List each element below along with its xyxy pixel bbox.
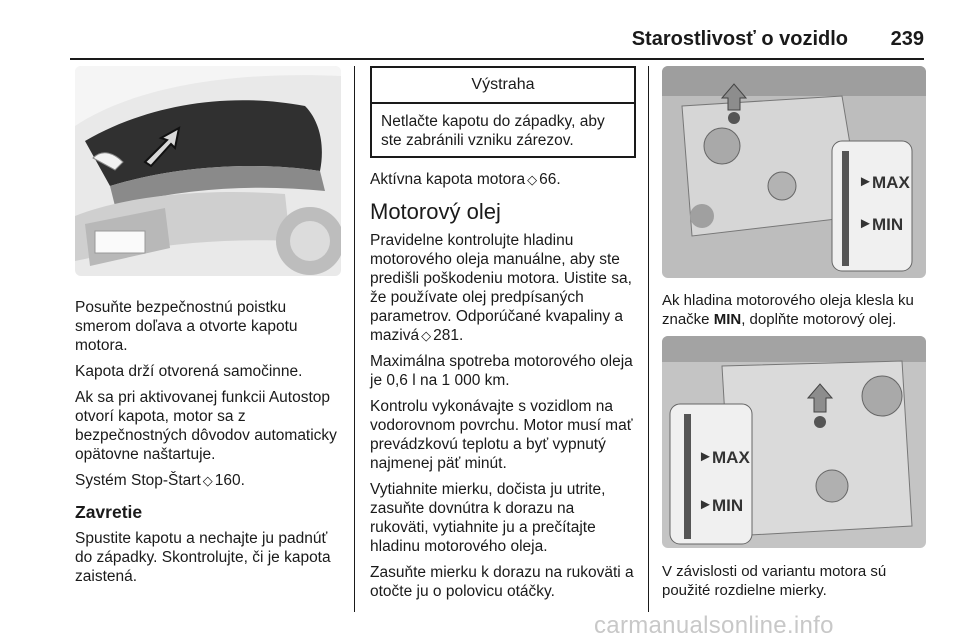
figure-caption bbox=[662, 291, 926, 329]
engine-dipstick-illustration-2 bbox=[662, 336, 926, 548]
caption-text: Ak hladina motorového oleja klesla ku značke bbox=[662, 292, 914, 328]
section-heading: Motorový olej bbox=[370, 199, 501, 224]
hood-release-illustration bbox=[75, 66, 341, 276]
min-label: MIN bbox=[712, 496, 744, 515]
watermark-text: carmanualsonline.info bbox=[594, 612, 834, 639]
instruction-text: Spustite kapotu a nechajte ju padnúť do západky. Skontrolujte, či je kapota zaistená. bbox=[75, 530, 331, 585]
column-right bbox=[662, 66, 926, 607]
column-divider bbox=[354, 66, 355, 612]
min-label: MIN bbox=[872, 215, 904, 234]
warning-box bbox=[370, 66, 636, 158]
max-label: MAX bbox=[712, 448, 750, 467]
page-header bbox=[0, 0, 960, 60]
cross-reference bbox=[75, 471, 341, 490]
instruction-text: Maximálna spotreba motorového oleja je 0,6 l na 1 000 km. bbox=[370, 353, 633, 389]
page-number: 239 bbox=[890, 28, 924, 50]
figure-caption: V závislosti od variantu motora sú použité rozdielne mierky. bbox=[662, 563, 887, 599]
column-left bbox=[75, 66, 341, 593]
cross-reference-label: Systém Stop-Štart bbox=[75, 472, 201, 489]
svg-text:►: ► bbox=[858, 173, 873, 190]
cross-reference bbox=[370, 170, 636, 189]
warning-text: Netlačte kapotu do západky, aby ste zabránili vzniku zárezov. bbox=[381, 113, 605, 149]
instruction-text bbox=[370, 231, 636, 345]
section-heading: Zavretie bbox=[75, 502, 143, 522]
instruction-text: Kapota drží otvorená samočinne. bbox=[75, 363, 303, 380]
svg-text:►: ► bbox=[858, 215, 873, 232]
warning-title: Výstraha bbox=[372, 68, 634, 104]
instruction-text: Zasuňte mierku k dorazu na rukoväti a otočte ju o polovicu otáčky. bbox=[370, 564, 634, 600]
instruction-text-body: Pravidelne kontrolujte hladinu motorového oleja manuálne, aby ste predišli poškodeniu motora. Uistite sa, že používate olej predpísaných parametrov. Odporúčané kvapaliny a mazivá bbox=[370, 232, 632, 344]
instruction-text: Ak sa pri aktivovanej funkcii Autostop otvorí kapota, motor sa z bezpečnostných dôvodov automaticky opätovne naštartuje. bbox=[75, 389, 337, 463]
page-reference[interactable]: ◇ 160. bbox=[201, 472, 245, 489]
column-middle bbox=[370, 66, 636, 608]
column-divider bbox=[648, 66, 649, 612]
page-reference[interactable]: ◇ 281. bbox=[419, 327, 463, 344]
instruction-text: Kontrolu vykonávajte s vozidlom na vodorovnom povrchu. Motor musí mať prevádzkovú teplotu a byť vypnutý najmenej päť minút. bbox=[370, 398, 633, 472]
page-reference[interactable]: ◇ 66. bbox=[525, 171, 561, 188]
engine-dipstick-illustration-1 bbox=[662, 66, 926, 278]
section-title: Starostlivosť o vozidlo bbox=[631, 28, 848, 50]
instruction-text: Vytiahnite mierku, dočista ju utrite, zasuňte dovnútra k dorazu na rukoväti, vytiahnite ju a prečítajte hladinu motorového oleja. bbox=[370, 481, 606, 555]
caption-text: , doplňte motorový olej. bbox=[741, 311, 897, 328]
max-label: MAX bbox=[872, 173, 910, 192]
header-rule bbox=[70, 58, 924, 60]
svg-text:►: ► bbox=[698, 496, 713, 513]
caption-emphasis: MIN bbox=[713, 311, 742, 328]
cross-reference-label: Aktívna kapota motora bbox=[370, 171, 526, 188]
instruction-text: Posuňte bezpečnostnú poistku smerom doľava a otvorte kapotu motora. bbox=[75, 299, 298, 354]
svg-text:►: ► bbox=[698, 448, 713, 465]
